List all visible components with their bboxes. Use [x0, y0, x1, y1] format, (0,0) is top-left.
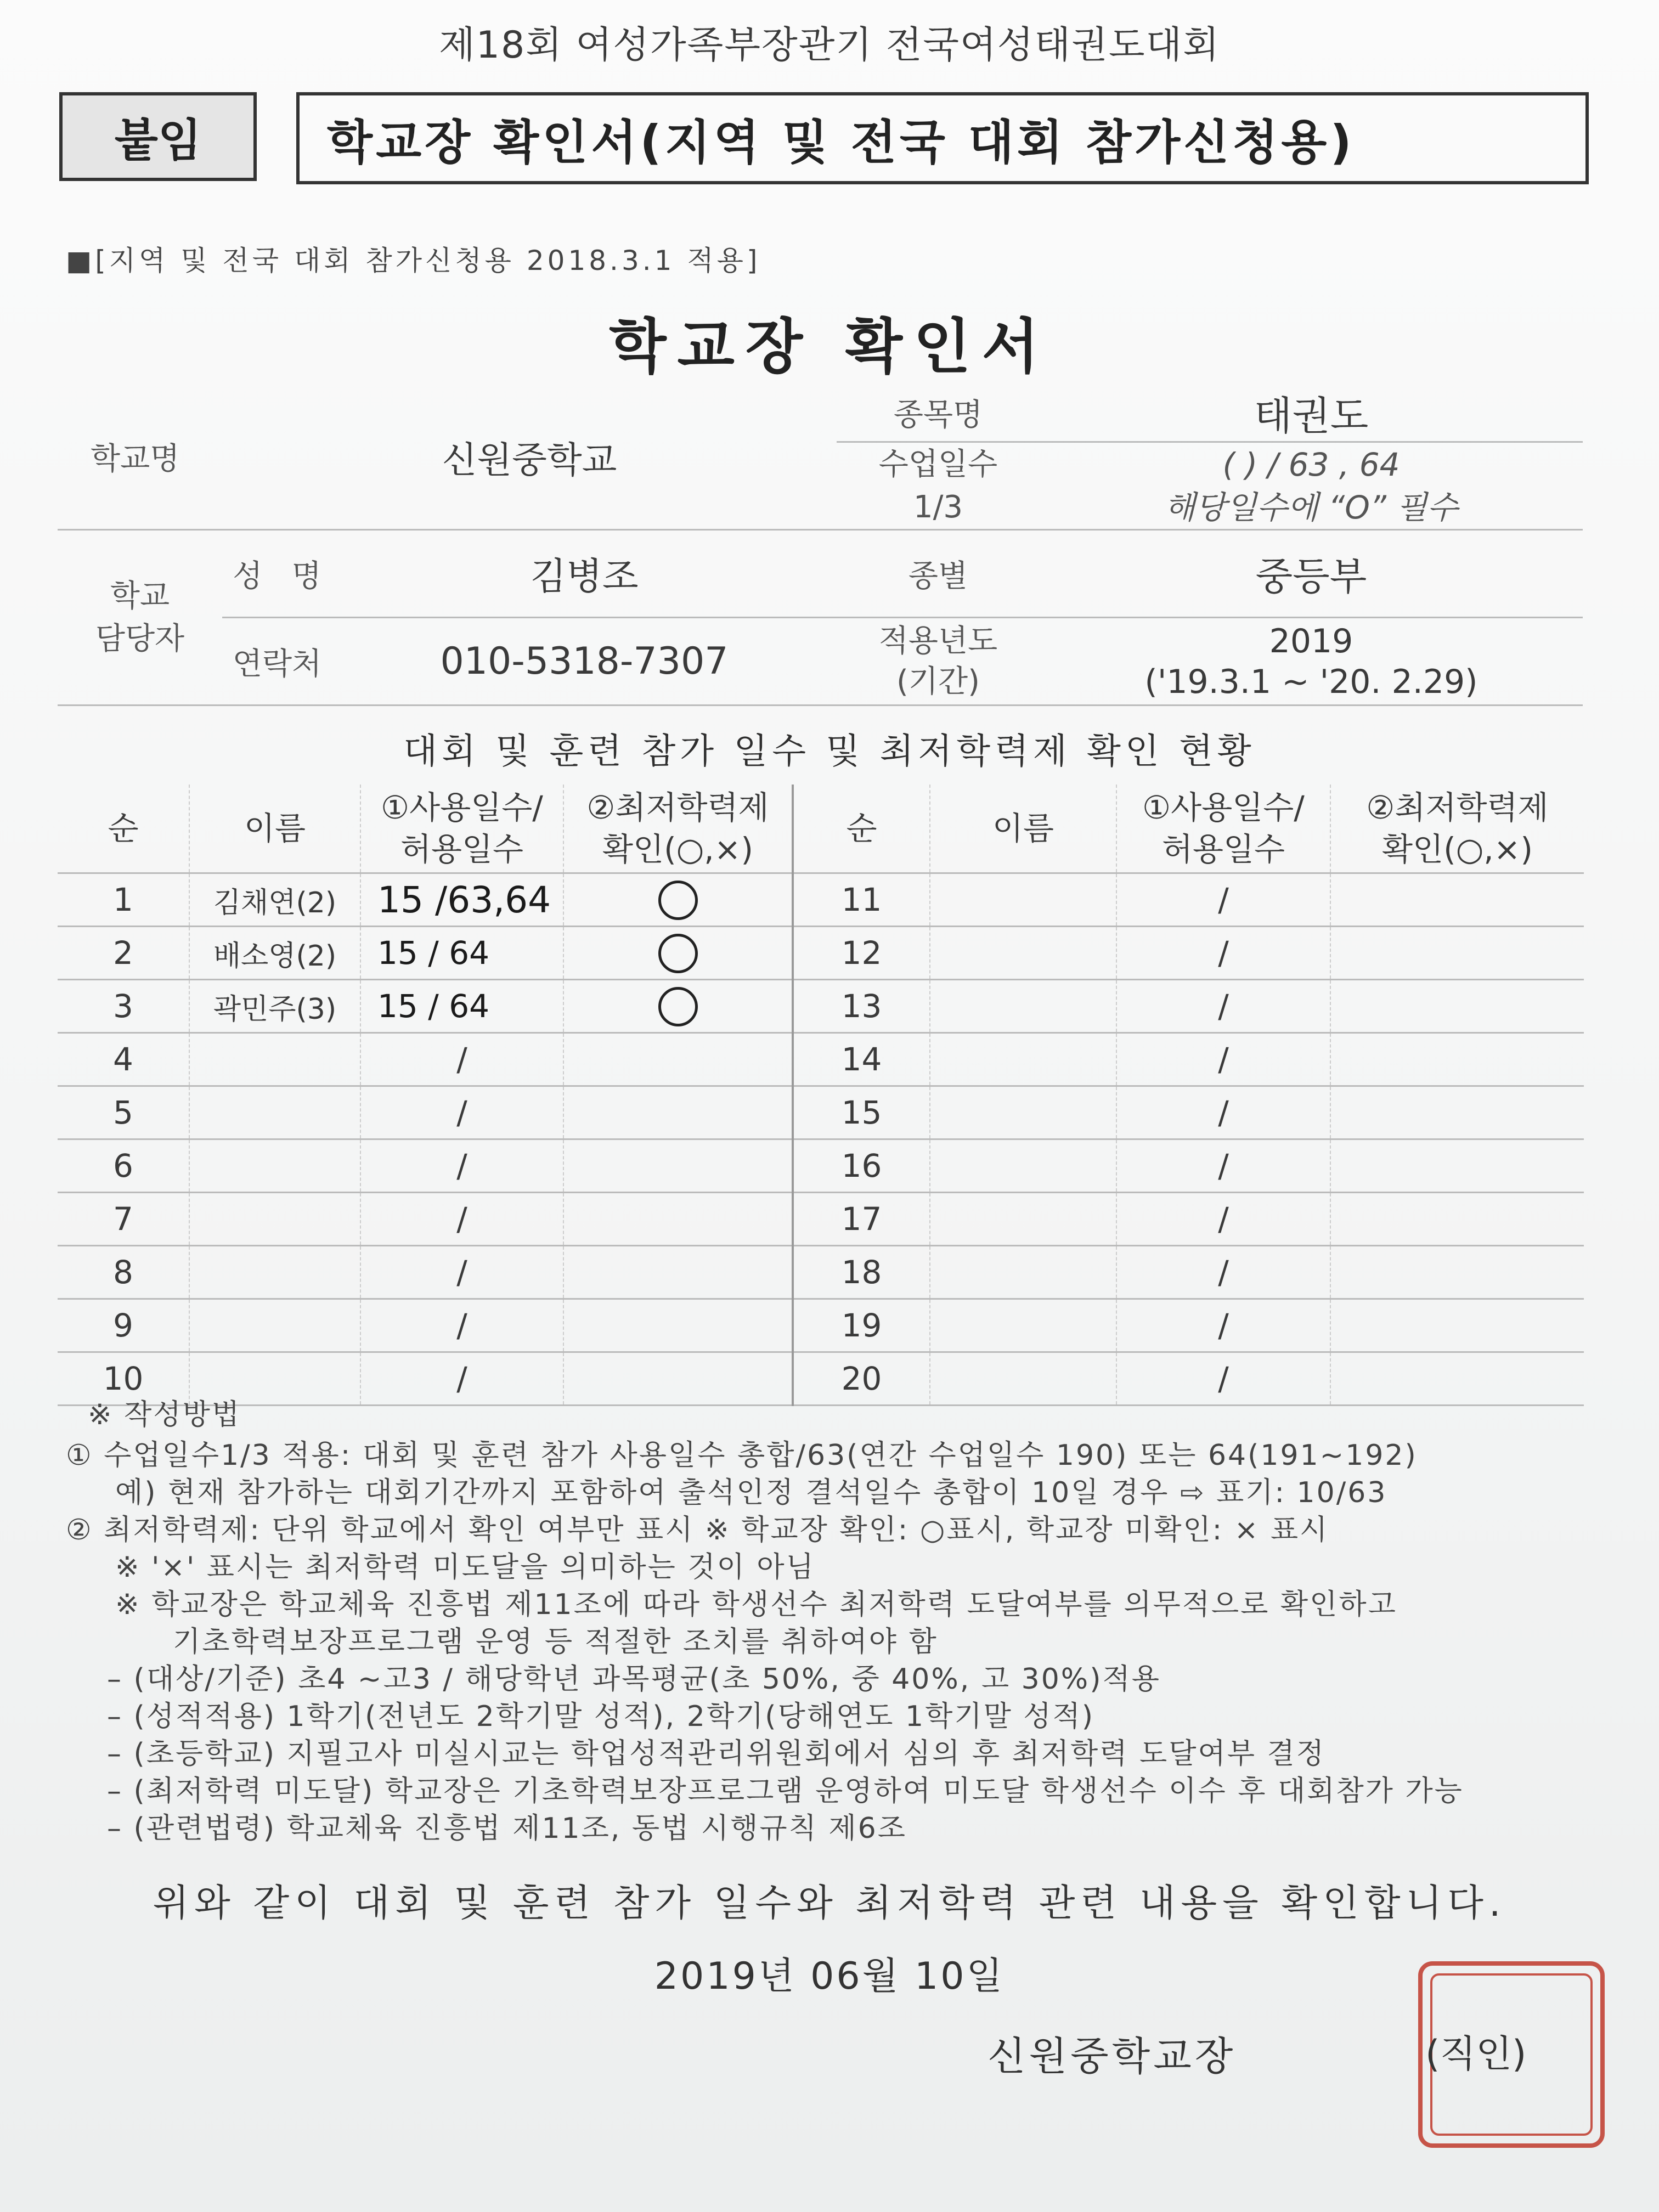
row-confirm: [563, 1033, 793, 1086]
row-name: [189, 1139, 360, 1193]
competition-title: 제18회 여성가족부장관기 전국여성태권도대회: [439, 24, 1220, 67]
row-no: 3: [58, 980, 189, 1033]
sport-value: 태권도: [1040, 384, 1583, 442]
contact-value: 010-5318-7307: [332, 618, 837, 706]
table-row: [58, 1086, 1584, 1139]
class-days-label: [837, 442, 1040, 530]
row-name: [930, 873, 1116, 927]
apply-period: ('19.3.1 ~ '20. 2.29): [1144, 662, 1478, 701]
row-name: [189, 1086, 360, 1139]
school-name-label: 학교명: [58, 384, 222, 530]
class-days-label-text: 수업일수: [878, 446, 998, 482]
header-academic-right: [1330, 785, 1584, 873]
application-note: ■[지역 및 전국 대회 참가신청용 2018.3.1 적용]: [66, 245, 761, 276]
instruction-line: – (초등학교) 지필고사 미실시교는 학업성적관리위원회에서 심의 후 최저학력 도달여부 결정: [107, 1737, 1325, 1770]
table-row: [58, 927, 1584, 980]
row-days: /: [1116, 980, 1330, 1033]
class-days-note: 해당일수에 “O” 필수: [1164, 488, 1458, 526]
header-academic-line2: 확인(○,×): [1382, 831, 1533, 868]
instruction-line: 기초학력보장프로그램 운영 등 적절한 조치를 취하여야 함: [173, 1626, 938, 1658]
table-row: [58, 1299, 1584, 1352]
instruction-line: ※ '×' 표시는 최저학력 미도달을 의미하는 것이 아님: [115, 1551, 815, 1584]
instructions-heading: ※ 작성방법: [88, 1398, 241, 1431]
instructions: [66, 1396, 1602, 1847]
header-days-line2: 허용일수: [400, 831, 524, 868]
confirm-circle-mark: [658, 934, 698, 973]
row-days: /: [360, 1086, 563, 1139]
header-days-right: [1116, 785, 1330, 873]
instruction-line: – (관련법령) 학교체육 진흥법 제11조, 동법 시행규칙 제6조: [107, 1812, 907, 1845]
apply-year-label-2: (기간): [896, 663, 980, 699]
table-row: [58, 1246, 1584, 1299]
header-no-right: 순: [793, 785, 930, 873]
manager-label-2: 담당자: [95, 620, 185, 657]
confirm-circle-mark: [658, 881, 698, 920]
row-name: [930, 1139, 1116, 1193]
row-no: 10: [58, 1352, 189, 1406]
row-confirm: [1330, 927, 1584, 980]
row-no: 12: [793, 927, 930, 980]
row-no: 6: [58, 1139, 189, 1193]
header-academic-left: [563, 785, 793, 873]
row-confirm: [1330, 1139, 1584, 1193]
header-academic-line2: 확인(○,×): [602, 831, 753, 868]
participation-table: [58, 785, 1584, 1406]
manager-name: 김병조: [332, 530, 837, 618]
header-no-left: 순: [58, 785, 189, 873]
seal-label: (직인): [1425, 2033, 1527, 2076]
instruction-line: 예) 현재 참가하는 대회기간까지 포함하여 출석인정 결석일수 총합이 10일 경우 ⇨ 표기: 10/63: [115, 1476, 1387, 1509]
row-no: 19: [793, 1299, 930, 1352]
row-no: 11: [793, 873, 930, 927]
name-label: 성 명: [222, 530, 332, 618]
header-academic-line1: ②최저학력제: [586, 789, 769, 826]
sport-label: 종목명: [837, 384, 1040, 442]
class-days-fraction: 1/3: [913, 489, 963, 525]
row-days: /: [1116, 1033, 1330, 1086]
class-days-blank: ( ) / 63 , 64: [1222, 445, 1400, 483]
row-no: 4: [58, 1033, 189, 1086]
row-days: /: [1116, 1352, 1330, 1406]
row-no: 2: [58, 927, 189, 980]
attachment-label: 붙임: [59, 92, 257, 181]
school-name: 신원중학교: [222, 384, 837, 530]
row-confirm: [563, 1299, 793, 1352]
row-confirm: [1330, 1193, 1584, 1246]
table-row: [58, 1033, 1584, 1086]
row-days: 15 /63,64: [360, 873, 563, 927]
row-confirm: [1330, 1299, 1584, 1352]
header-academic-line1: ②최저학력제: [1366, 789, 1549, 826]
row-name: [930, 1299, 1116, 1352]
row-confirm: [563, 1139, 793, 1193]
row-no: 20: [793, 1352, 930, 1406]
row-name: [930, 980, 1116, 1033]
document-date: 2019년 06월 10일: [654, 1955, 1005, 1998]
row-days: /: [360, 1299, 563, 1352]
row-days: 15 / 64: [360, 980, 563, 1033]
row-confirm: [563, 927, 793, 980]
info-table: [58, 384, 1583, 706]
row-name: 배소영(2): [189, 927, 360, 980]
header-name-right: 이름: [930, 785, 1116, 873]
row-confirm: [563, 980, 793, 1033]
attachment-title: 학교장 확인서(지역 및 전국 대회 참가신청용): [296, 92, 1589, 184]
section-title: 대회 및 훈련 참가 일수 및 최저학력제 확인 현황: [403, 731, 1256, 772]
row-name: [930, 1086, 1116, 1139]
row-no: 13: [793, 980, 930, 1033]
row-days: /: [360, 1352, 563, 1406]
row-confirm: [1330, 980, 1584, 1033]
row-no: 9: [58, 1299, 189, 1352]
row-no: 16: [793, 1139, 930, 1193]
row-confirm: [563, 1193, 793, 1246]
document-title: 학교장 확인서: [609, 313, 1050, 381]
instruction-line: ① 수업일수1/3 적용: 대회 및 훈련 참가 사용일수 총합/63(연간 수업일수 190) 또는 64(191~192): [66, 1439, 1418, 1472]
row-name: 곽민주(3): [189, 980, 360, 1033]
row-days: /: [1116, 1299, 1330, 1352]
division-value: 중등부: [1040, 530, 1583, 618]
table-row: [58, 1193, 1584, 1246]
header-days-line1: ①사용일수/: [1142, 789, 1305, 826]
row-name: [930, 927, 1116, 980]
row-days: /: [1116, 1246, 1330, 1299]
row-confirm: [1330, 1246, 1584, 1299]
confirm-circle-mark: [658, 987, 698, 1026]
row-confirm: [563, 1246, 793, 1299]
table-row: [58, 980, 1584, 1033]
row-confirm: [563, 1086, 793, 1139]
row-days: /: [1116, 873, 1330, 927]
instruction-line: – (성적적용) 1학기(전년도 2학기말 성적), 2학기(당해연도 1학기말 성적): [107, 1700, 1095, 1733]
table-row: [58, 873, 1584, 927]
row-no: 18: [793, 1246, 930, 1299]
apply-year-label: [837, 618, 1040, 706]
apply-year-label-1: 적용년도: [878, 623, 998, 659]
row-name: [930, 1246, 1116, 1299]
row-days: /: [1116, 1139, 1330, 1193]
instruction-line: – (최저학력 미도달) 학교장은 기초학력보장프로그램 운영하여 미도달 학생선수 이수 후 대회참가 가능: [107, 1775, 1464, 1808]
row-name: [930, 1193, 1116, 1246]
header-days-line2: 허용일수: [1161, 831, 1285, 868]
table-row: [58, 1139, 1584, 1193]
header-days-left: [360, 785, 563, 873]
header-days-line1: ①사용일수/: [381, 789, 543, 826]
principal-title: 신원중학교장: [988, 2033, 1237, 2079]
row-name: [189, 1299, 360, 1352]
contact-label: 연락처: [222, 618, 332, 706]
row-days: /: [360, 1139, 563, 1193]
row-confirm: [563, 873, 793, 927]
apply-year-value: [1040, 618, 1583, 706]
row-days: /: [360, 1193, 563, 1246]
row-no: 15: [793, 1086, 930, 1139]
manager-label-1: 학교: [110, 578, 170, 614]
class-days-value: [1040, 442, 1583, 530]
instruction-line: ※ 학교장은 학교체육 진흥법 제11조에 따라 학생선수 최저학력 도달여부를 의무적으로 확인하고: [115, 1588, 1397, 1621]
row-name: 김채연(2): [189, 873, 360, 927]
apply-year: 2019: [1269, 622, 1353, 661]
row-no: 14: [793, 1033, 930, 1086]
manager-label: [58, 530, 222, 706]
row-days: /: [360, 1033, 563, 1086]
row-name: [930, 1033, 1116, 1086]
row-confirm: [1330, 1033, 1584, 1086]
row-days: 15 / 64: [360, 927, 563, 980]
confirmation-statement: 위와 같이 대회 및 훈련 참가 일수와 최저학력 관련 내용을 확인합니다.: [153, 1882, 1506, 1925]
row-days: /: [1116, 1193, 1330, 1246]
row-days: /: [360, 1246, 563, 1299]
instruction-line: – (대상/기준) 초4 ~고3 / 해당학년 과목평균(초 50%, 중 40%, 고 30%)적용: [107, 1663, 1161, 1696]
row-confirm: [1330, 873, 1584, 927]
row-confirm: [1330, 1086, 1584, 1139]
row-no: 5: [58, 1086, 189, 1139]
row-name: [189, 1193, 360, 1246]
row-days: /: [1116, 1086, 1330, 1139]
row-name: [189, 1033, 360, 1086]
row-days: /: [1116, 927, 1330, 980]
row-no: 7: [58, 1193, 189, 1246]
row-no: 17: [793, 1193, 930, 1246]
row-no: 8: [58, 1246, 189, 1299]
row-no: 1: [58, 873, 189, 927]
instruction-line: ② 최저학력제: 단위 학교에서 확인 여부만 표시 ※ 학교장 확인: ○표시, 학교장 미확인: × 표시: [66, 1514, 1329, 1547]
row-name: [189, 1246, 360, 1299]
header-name-left: 이름: [189, 785, 360, 873]
division-label: 종별: [837, 530, 1040, 618]
